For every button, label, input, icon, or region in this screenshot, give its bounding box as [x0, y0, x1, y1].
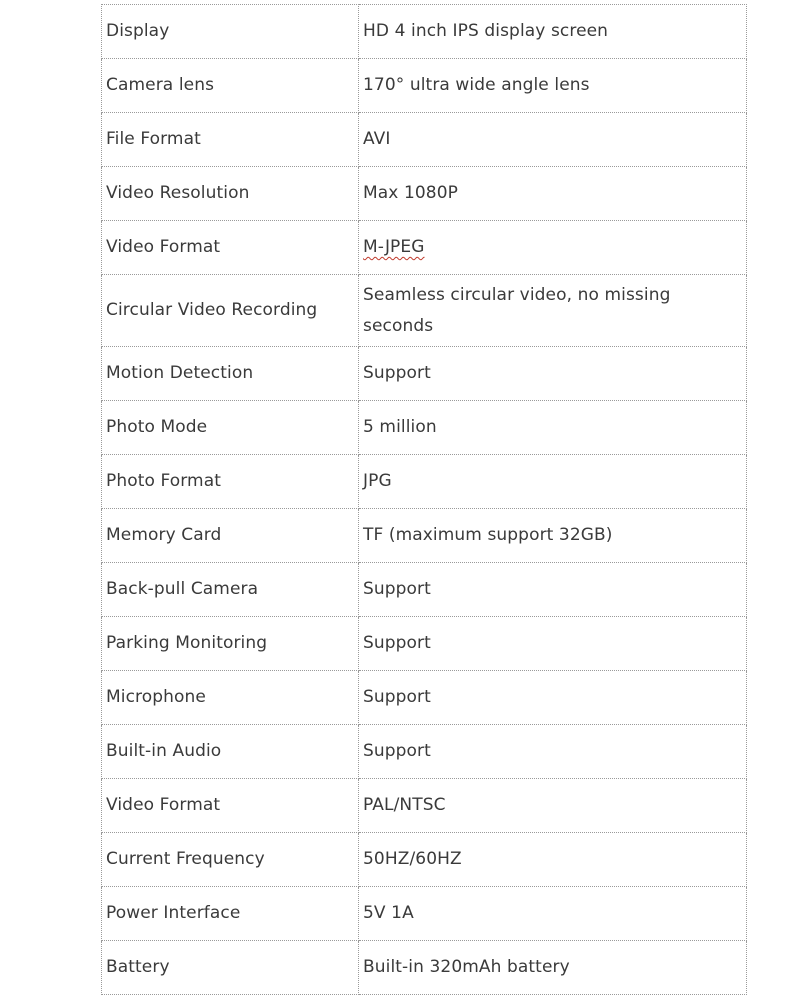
- spec-table: [101, 4, 747, 995]
- spec-value: 5V 1A: [359, 887, 747, 941]
- spell-check-underlined-value: M-JPEG: [363, 237, 425, 257]
- table-row: [102, 563, 747, 617]
- table-row: [102, 941, 747, 995]
- table-row: [102, 167, 747, 221]
- table-row: [102, 779, 747, 833]
- spec-label: Back-pull Camera: [102, 563, 359, 617]
- spec-label: Video Resolution: [102, 167, 359, 221]
- table-row: [102, 347, 747, 401]
- spec-label: File Format: [102, 113, 359, 167]
- spec-value: Support: [359, 725, 747, 779]
- spec-value: Support: [359, 347, 747, 401]
- spec-value: 170° ultra wide angle lens: [359, 59, 747, 113]
- spec-value: TF (maximum support 32GB): [359, 509, 747, 563]
- spec-value: Support: [359, 617, 747, 671]
- spec-value: Built-in 320mAh battery: [359, 941, 747, 995]
- spec-label: Power Interface: [102, 887, 359, 941]
- table-row: [102, 221, 747, 275]
- table-row: [102, 455, 747, 509]
- table-row: [102, 833, 747, 887]
- spec-label: Photo Format: [102, 455, 359, 509]
- table-row: [102, 725, 747, 779]
- table-row: [102, 887, 747, 941]
- spec-label: Current Frequency: [102, 833, 359, 887]
- table-row: [102, 59, 747, 113]
- spec-value: Support: [359, 671, 747, 725]
- spec-label: Built-in Audio: [102, 725, 359, 779]
- table-row: [102, 617, 747, 671]
- table-row: [102, 671, 747, 725]
- spec-value: Max 1080P: [359, 167, 747, 221]
- spec-label: Memory Card: [102, 509, 359, 563]
- table-row: [102, 5, 747, 59]
- spec-value: 50HZ/60HZ: [359, 833, 747, 887]
- spec-label: Display: [102, 5, 359, 59]
- spec-value: [359, 221, 747, 275]
- spec-value: HD 4 inch IPS display screen: [359, 5, 747, 59]
- spec-value: PAL/NTSC: [359, 779, 747, 833]
- spec-value: Seamless circular video, no missing seconds: [359, 275, 747, 347]
- spec-value: AVI: [359, 113, 747, 167]
- spec-label: Camera lens: [102, 59, 359, 113]
- spec-label: Video Format: [102, 221, 359, 275]
- spec-value: Support: [359, 563, 747, 617]
- spec-value: 5 million: [359, 401, 747, 455]
- spec-label: Battery: [102, 941, 359, 995]
- table-row: [102, 509, 747, 563]
- spec-value: JPG: [359, 455, 747, 509]
- spec-label: Photo Mode: [102, 401, 359, 455]
- spec-label: Video Format: [102, 779, 359, 833]
- table-row: [102, 401, 747, 455]
- spec-label: Motion Detection: [102, 347, 359, 401]
- table-row: [102, 113, 747, 167]
- spec-label: Circular Video Recording: [102, 275, 359, 347]
- spec-label: Microphone: [102, 671, 359, 725]
- spec-label: Parking Monitoring: [102, 617, 359, 671]
- table-row: [102, 275, 747, 347]
